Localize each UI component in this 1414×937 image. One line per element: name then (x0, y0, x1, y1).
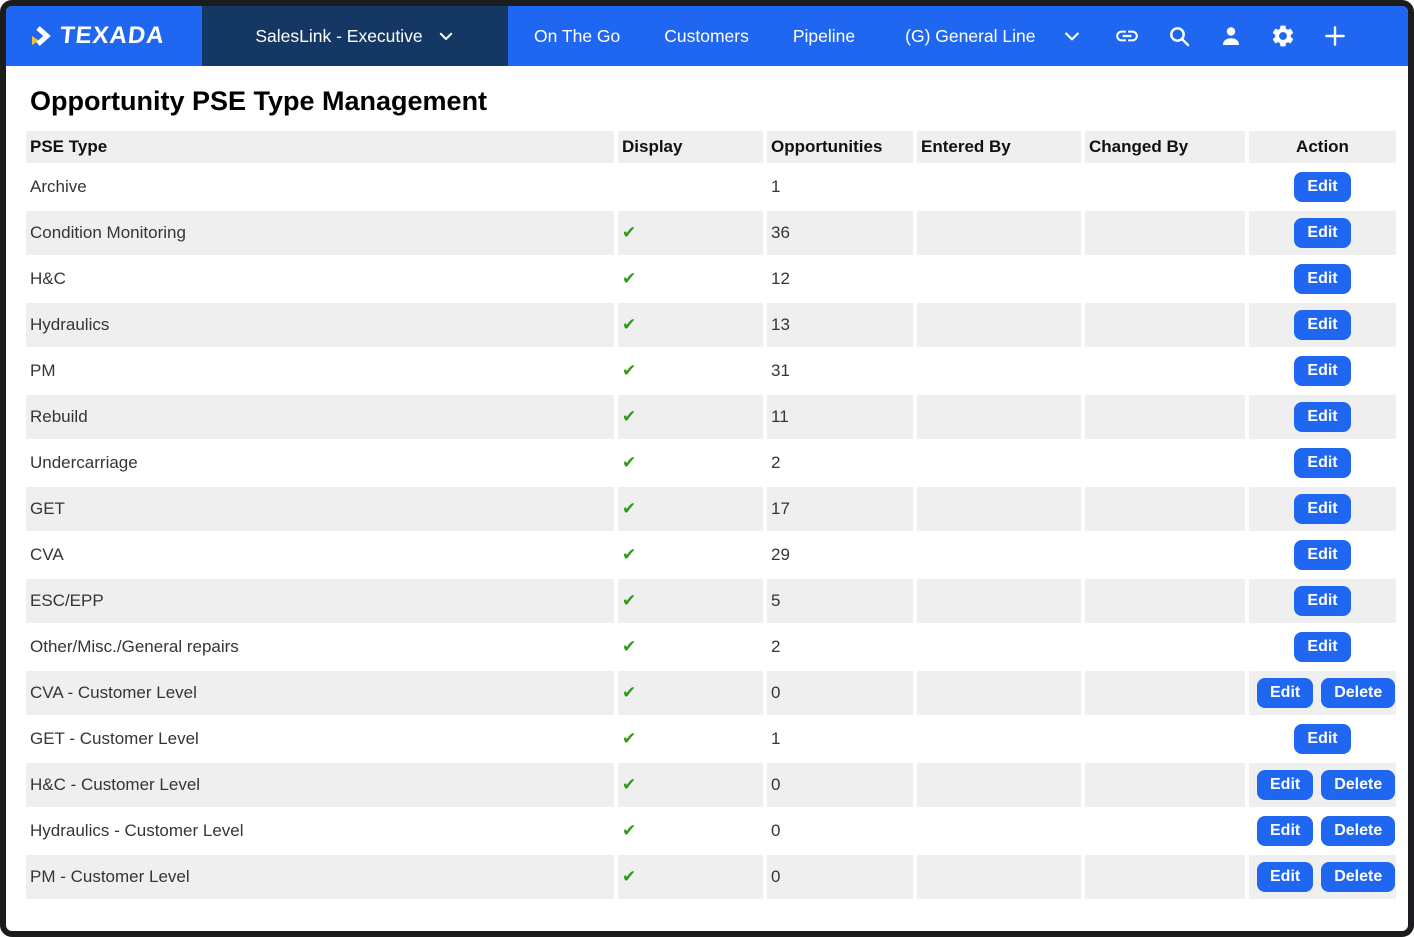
display-cell (618, 165, 763, 209)
action-cell (1249, 671, 1396, 715)
pse-type-cell: PM - Customer Level (26, 855, 614, 899)
opportunities-cell: 5 (767, 579, 913, 623)
table-row (26, 855, 1396, 899)
nav-item-on-the-go[interactable]: On The Go (534, 25, 621, 46)
gear-icon[interactable] (1270, 23, 1296, 49)
check-icon: ✔ (622, 453, 637, 472)
action-cell (1249, 441, 1396, 485)
action-cell (1249, 165, 1396, 209)
entered-by-cell (917, 441, 1081, 485)
check-icon: ✔ (622, 821, 637, 840)
entered-by-cell (917, 717, 1081, 761)
action-cell (1249, 809, 1396, 853)
display-cell (618, 671, 763, 715)
opportunities-cell: 0 (767, 671, 913, 715)
opportunities-cell: 1 (771, 177, 781, 196)
opportunities-cell: 31 (771, 361, 790, 380)
check-icon: ✔ (622, 867, 637, 886)
branch-selector-label: (G) General Line (905, 25, 1036, 46)
changed-by-cell (1085, 625, 1245, 669)
app-switcher-dropdown[interactable] (202, 6, 508, 66)
action-cell (1249, 579, 1396, 623)
check-icon: ✔ (622, 591, 637, 610)
pse-type-cell: Other/Misc./General repairs (30, 637, 239, 656)
edit-button[interactable]: Edit (1294, 540, 1350, 570)
navbar-icon-group (1114, 6, 1348, 66)
column-header-action: Action (1249, 131, 1396, 163)
entered-by-cell (917, 257, 1081, 301)
entered-by-cell (917, 671, 1081, 715)
opportunities-cell: 0 (767, 763, 913, 807)
edit-button[interactable]: Edit (1257, 862, 1313, 892)
opportunities-cell: 29 (771, 545, 790, 564)
entered-by-cell (917, 625, 1081, 669)
entered-by-cell (917, 579, 1081, 623)
pse-type-cell: Hydraulics - Customer Level (30, 821, 244, 840)
pse-type-cell: Rebuild (26, 395, 614, 439)
changed-by-cell (1085, 441, 1245, 485)
display-cell (618, 763, 763, 807)
display-cell (618, 579, 763, 623)
table-row (26, 809, 1396, 853)
edit-button[interactable]: Edit (1257, 678, 1313, 708)
edit-button[interactable]: Edit (1294, 218, 1350, 248)
delete-button[interactable]: Delete (1321, 862, 1395, 892)
changed-by-cell (1085, 211, 1245, 255)
display-cell (618, 395, 763, 439)
entered-by-cell (917, 303, 1081, 347)
pse-type-cell: PM (30, 361, 56, 380)
pse-type-cell: H&C (30, 269, 66, 288)
opportunities-cell: 0 (771, 821, 781, 840)
display-cell (618, 533, 763, 577)
action-cell (1249, 395, 1396, 439)
column-header-display: Display (618, 131, 763, 163)
column-header-changed-by: Changed By (1085, 131, 1245, 163)
search-icon[interactable] (1166, 23, 1192, 49)
check-icon: ✔ (622, 775, 637, 794)
table-row (26, 763, 1396, 807)
app-switcher-label: SalesLink - Executive (255, 25, 423, 46)
changed-by-cell (1085, 855, 1245, 899)
opportunities-cell: 17 (767, 487, 913, 531)
action-cell (1249, 855, 1396, 899)
opportunities-cell: 11 (767, 395, 913, 439)
opportunities-cell: 36 (767, 211, 913, 255)
edit-button[interactable]: Edit (1294, 402, 1350, 432)
opportunities-cell: 12 (771, 269, 790, 288)
display-cell (618, 349, 763, 393)
display-cell (618, 717, 763, 761)
changed-by-cell (1085, 395, 1245, 439)
link-icon[interactable] (1114, 23, 1140, 49)
edit-button[interactable]: Edit (1294, 494, 1350, 524)
pse-type-cell: Undercarriage (30, 453, 138, 472)
pse-type-cell: Hydraulics (26, 303, 614, 347)
action-cell (1249, 349, 1396, 393)
changed-by-cell (1085, 165, 1245, 209)
entered-by-cell (917, 165, 1081, 209)
column-header-opportunities: Opportunities (767, 131, 913, 163)
pse-type-cell: CVA - Customer Level (26, 671, 614, 715)
changed-by-cell (1085, 717, 1245, 761)
delete-button[interactable]: Delete (1321, 770, 1395, 800)
plus-icon[interactable] (1322, 23, 1348, 49)
check-icon: ✔ (622, 729, 637, 748)
nav-links (534, 6, 855, 66)
page-title: Opportunity PSE Type Management (30, 86, 488, 116)
delete-button[interactable]: Delete (1321, 678, 1395, 708)
action-cell (1249, 303, 1396, 347)
opportunities-cell: 2 (771, 453, 781, 472)
branch-chevron-down-icon[interactable] (1062, 6, 1082, 66)
entered-by-cell (917, 349, 1081, 393)
edit-button[interactable]: Edit (1294, 586, 1350, 616)
display-cell (618, 487, 763, 531)
texada-logo-text: TEXADA (58, 22, 167, 49)
check-icon: ✔ (622, 545, 637, 564)
nav-item-pipeline[interactable]: Pipeline (792, 25, 856, 46)
table-row (26, 717, 1396, 761)
check-icon: ✔ (622, 637, 637, 656)
table-row (26, 349, 1396, 393)
action-cell (1249, 257, 1396, 301)
action-cell (1249, 717, 1396, 761)
table-row (26, 533, 1396, 577)
table-row (26, 211, 1396, 255)
table-row (26, 441, 1396, 485)
entered-by-cell (917, 763, 1081, 807)
opportunities-cell: 0 (767, 855, 913, 899)
pse-type-cell: Condition Monitoring (26, 211, 614, 255)
table-row (26, 303, 1396, 347)
branch-selector[interactable] (905, 6, 1035, 66)
pse-type-table (22, 129, 1400, 901)
display-cell (618, 809, 763, 853)
table-header-row (26, 131, 1396, 163)
check-icon: ✔ (622, 407, 637, 426)
texada-logo-icon (30, 23, 56, 49)
edit-button[interactable]: Edit (1294, 356, 1350, 386)
display-cell (618, 211, 763, 255)
table-row (26, 625, 1396, 669)
opportunities-cell: 1 (771, 729, 781, 748)
edit-button[interactable]: Edit (1257, 770, 1313, 800)
column-header-entered-by: Entered By (917, 131, 1081, 163)
pse-type-cell: CVA (30, 545, 64, 564)
check-icon: ✔ (622, 683, 637, 702)
action-cell (1249, 487, 1396, 531)
changed-by-cell (1085, 349, 1245, 393)
changed-by-cell (1085, 533, 1245, 577)
table-row (26, 487, 1396, 531)
opportunities-cell: 2 (771, 637, 781, 656)
table-row (26, 671, 1396, 715)
edit-button[interactable]: Edit (1294, 264, 1350, 294)
edit-button[interactable]: Edit (1294, 448, 1350, 478)
check-icon: ✔ (622, 499, 637, 518)
changed-by-cell (1085, 671, 1245, 715)
action-cell (1249, 763, 1396, 807)
top-navbar (6, 6, 1408, 66)
edit-button[interactable]: Edit (1294, 310, 1350, 340)
table-row (26, 395, 1396, 439)
edit-button[interactable]: Edit (1294, 172, 1350, 202)
changed-by-cell (1085, 809, 1245, 853)
action-cell (1249, 533, 1396, 577)
table-row (26, 257, 1396, 301)
changed-by-cell (1085, 303, 1245, 347)
changed-by-cell (1085, 257, 1245, 301)
table-row (26, 579, 1396, 623)
pse-type-cell: GET - Customer Level (30, 729, 199, 748)
action-cell (1249, 625, 1396, 669)
pse-type-cell: H&C - Customer Level (26, 763, 614, 807)
entered-by-cell (917, 809, 1081, 853)
display-cell (618, 257, 763, 301)
pse-type-cell: ESC/EPP (26, 579, 614, 623)
check-icon: ✔ (622, 269, 637, 288)
entered-by-cell (917, 533, 1081, 577)
entered-by-cell (917, 211, 1081, 255)
chevron-down-icon (437, 27, 455, 45)
person-icon[interactable] (1218, 23, 1244, 49)
entered-by-cell (917, 855, 1081, 899)
edit-button[interactable]: Edit (1294, 724, 1350, 754)
texada-logo[interactable] (6, 6, 202, 66)
display-cell (618, 303, 763, 347)
display-cell (618, 855, 763, 899)
changed-by-cell (1085, 487, 1245, 531)
display-cell (618, 441, 763, 485)
pse-type-cell: GET (26, 487, 614, 531)
entered-by-cell (917, 395, 1081, 439)
check-icon: ✔ (622, 361, 637, 380)
entered-by-cell (917, 487, 1081, 531)
pse-type-cell: Archive (30, 177, 87, 196)
action-cell (1249, 211, 1396, 255)
delete-button[interactable]: Delete (1321, 816, 1395, 846)
nav-item-customers[interactable]: Customers (664, 25, 749, 46)
column-header-pse-type: PSE Type (26, 131, 614, 163)
edit-button[interactable]: Edit (1294, 632, 1350, 662)
changed-by-cell (1085, 579, 1245, 623)
display-cell (618, 625, 763, 669)
changed-by-cell (1085, 763, 1245, 807)
edit-button[interactable]: Edit (1257, 816, 1313, 846)
check-icon: ✔ (622, 223, 637, 242)
opportunities-cell: 13 (767, 303, 913, 347)
table-row (26, 165, 1396, 209)
check-icon: ✔ (622, 315, 637, 334)
